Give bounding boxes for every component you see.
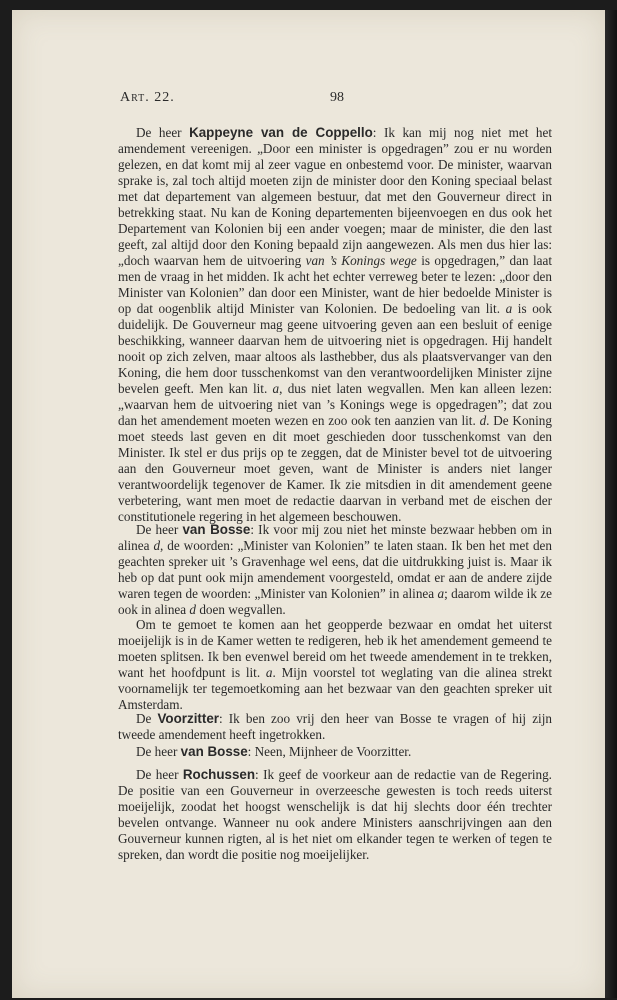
emphasis-text: a — [505, 301, 513, 316]
emphasis-text: d — [153, 538, 161, 553]
speaker-name: Rochussen — [182, 767, 256, 782]
speaker-prefix: De heer — [136, 125, 190, 140]
book-edge — [605, 10, 617, 998]
paragraph-voorzitter — [118, 711, 552, 743]
body-text: , de woorden: „Minister van Kolonien” te laten staan. Ik ben het met den geachten spreker uit ’s Gravenhage wel eens, dat die uitdrukking juist is. Maar ik heb op dat punt ook mijn amendement voorgesteld, omdat er aan de andere zijde waren tegen de woorden: „Minister van Kolonien” in alinea — [118, 538, 552, 601]
paragraph-rochussen — [118, 767, 552, 863]
body-text: Om te gemoet te komen aan het geopperde bezwaar en omdat het uiterst moeijelijk is in de Kamer wetten te redigeren, heb ik het amendement gemeend te moeten splitsen. Ik ben evenwel bereid om het tweede amendement in te trekken, want het hoofdpunt is lit. — [118, 617, 552, 680]
body-text: . Mijn voorstel tot weglating van die alinea strekt voornamelijk ter tegemoetkoming aan het bezwaar van den geachten spreker uit Amsterdam. — [118, 665, 552, 712]
body-text: : Ik ben zoo vrij den heer van Bosse te vragen of hij zijn tweede amendement heeft ingetrokken. — [118, 711, 552, 742]
speaker-name: van Bosse — [182, 522, 251, 537]
body-text: is opgedragen,” dan laat men de vraag in het midden. Ik acht het echter verreweg beter te lezen: „door den Minister van Kolonien” dan door een Minister, want de hier bedoelde Minister is op dat oogenblik altijd Minister van Kolonien. De bedoeling van lit. — [118, 253, 552, 316]
article-label: Art. 22. — [120, 90, 175, 105]
emphasis-text: d — [189, 602, 197, 617]
body-text: doen wegvallen. — [196, 602, 286, 617]
body-text: : Neen, Mijnheer de Voorzitter. — [247, 744, 412, 759]
page-number: 98 — [330, 90, 344, 105]
paragraph-van-bosse-3 — [118, 744, 552, 760]
running-header — [118, 90, 552, 110]
body-text: : Ik voor mij zou niet het minste bezwaar hebben om in alinea — [118, 522, 552, 553]
body-text: , dus niet laten wegvallen. Men kan alleen lezen: „waarvan hem de uitvoering niet van ’s Konings wege is opgedragen”; dat zou dan het amendement moeten wezen en zoo ook ten aanzien van lit. — [118, 381, 552, 428]
emphasis-text: a — [272, 381, 280, 396]
emphasis-text: a — [437, 586, 445, 601]
emphasis-text: d — [479, 413, 487, 428]
body-text: ; daarom wilde ik ze ook in alinea — [118, 586, 552, 617]
body-text: : Ik geef de voorkeur aan de redactie van de Regering. De positie van een Gouverneur in overzeesche gewesten is toch reeds uiterst moeijelijk, zoodat het hoogst wenschelijk is dat hij slechts door één trechter bevelen ontvange. Wanneer nu ook andere Ministers aanschrijvingen aan den Gouverneur kunnen rigten, al is het niet om elkander tegen te werken of tegen te spreken, dan wordt die positie nog moeijelijker. — [118, 767, 552, 862]
speaker-prefix: De heer — [136, 522, 183, 537]
body-text: is ook duidelijk. De Gouverneur mag geene uitvoering geven aan een besluit of eenige beschikking, wanneer daarvan hem de uitvoering niet is opgedragen. Hij handelt nooit op zich zelven, maar altoos als lasthebber, dus als plaatsvervanger van den Koning, die hem door tusschenkomst van den verantwoordelijken Minister zijne bevelen geeft. Men kan lit. — [118, 301, 552, 396]
emphasis-text: a — [265, 665, 273, 680]
paragraph-van-bosse-1 — [118, 522, 552, 618]
body-text: : Ik kan mij nog niet met het amendement vereenigen. „Door een minister is opgedragen” zou er nu worden gelezen, en dat komt mij al zeer vague en onbestemd voor. De minister, waarvan sprake is, zal toch altijd moeten zijn de minister door den Koning speciaal belast met dat departement van algemeen bestuur, dat met den Gouverneur direct in betrekking staat. Nu kan de Koning departementen bijeenvoegen en dus ook het Departement van Kolonien bij een ander voegen; maar de minister, die den last geeft, zal altijd door den Koning bepaald zijn aangewezen. Als men dus hier las: „doch waarvan hem de uitvoering — [118, 125, 552, 268]
speaker-name: Kappeyne van de Coppello — [189, 125, 373, 140]
paragraph-van-bosse-2 — [118, 617, 552, 713]
speaker-prefix: De — [136, 711, 158, 726]
speaker-name: van Bosse — [180, 744, 248, 759]
speaker-prefix: De heer — [136, 767, 183, 782]
speaker-prefix: De heer — [136, 744, 181, 759]
emphasis-text: van ’s Konings wege — [305, 253, 417, 268]
paragraph-kappeyne — [118, 125, 552, 525]
body-text: . De Koning moet steeds last geven en dit moet geschieden door tusschenkomst van den Minister. Ik stel er dus prijs op te zeggen, dat de Minister bevel tot de uitvoering aan den Gouverneur moet geven, want de Minister is anders niet langer verantwoordelijk tegenover de Kamer. Ik zie mitsdien in dit amendement geene verbetering, want men moet de redactie daarvan in verband met de eischen der constitutionele regering in het algemeen beschouwen. — [118, 413, 552, 524]
speaker-name: Voorzitter — [157, 711, 219, 726]
